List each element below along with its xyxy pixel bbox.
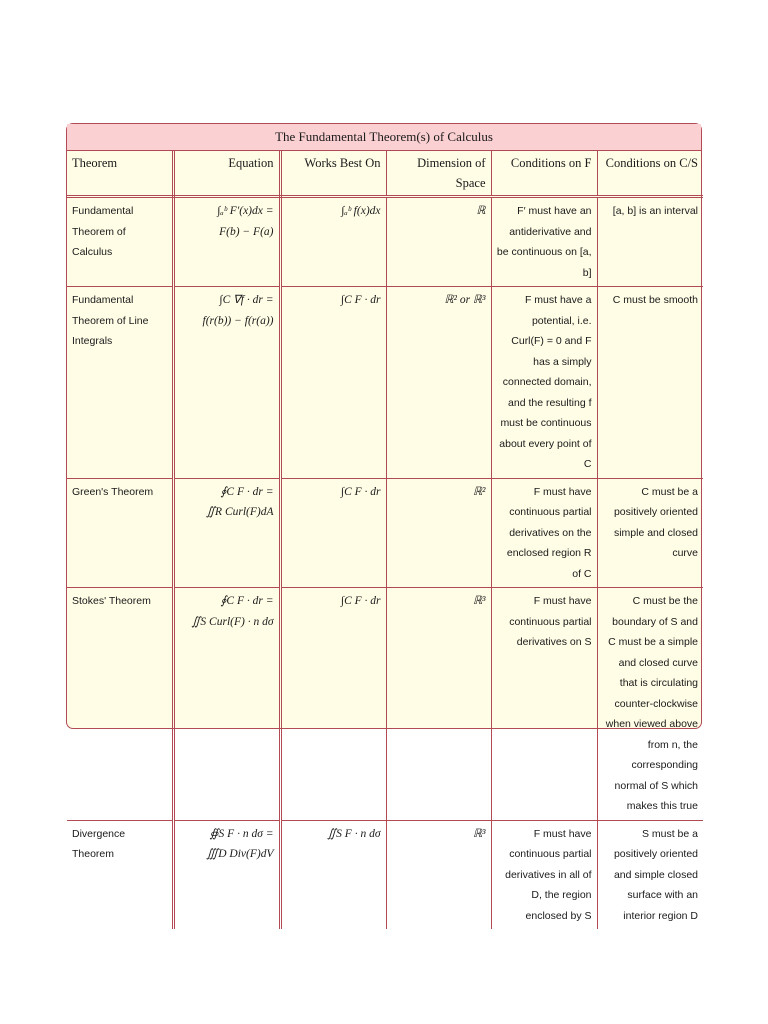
equation-line-1: ∫ₐᵇ F′(x)dx = bbox=[217, 205, 274, 217]
cell-equation bbox=[173, 588, 280, 821]
equation-line-2: ∭D Div(F)dV bbox=[206, 848, 274, 860]
table-row bbox=[67, 478, 703, 588]
table-row bbox=[67, 588, 703, 821]
cell-theorem: Fundamental Theorem of Calculus bbox=[67, 197, 173, 287]
table-row bbox=[67, 197, 703, 287]
cell-conditions-f: F must have a potential, i.e. Curl(F) = 0 and F has a simply connected domain, and the resulting f must be continuous about every point of C bbox=[491, 287, 597, 479]
cell-works-best-on: ∫ₐᵇ f(x)dx bbox=[280, 197, 386, 287]
cell-dimension: ℝ² or ℝ³ bbox=[386, 287, 491, 479]
cell-works-best-on: ∫C F · dr bbox=[280, 588, 386, 821]
cell-dimension: ℝ³ bbox=[386, 820, 491, 929]
table-title: The Fundamental Theorem(s) of Calculus bbox=[67, 124, 701, 151]
equation-line-2: F(b) − F(a) bbox=[219, 225, 274, 238]
table-row bbox=[67, 820, 703, 929]
cell-dimension: ℝ bbox=[386, 197, 491, 287]
header-conditions-f: Conditions on F bbox=[491, 151, 597, 197]
cell-theorem: Fundamental Theorem of Line Integrals bbox=[67, 287, 173, 479]
cell-conditions-f: F must have continuous partial derivatives in all of D, the region enclosed by S bbox=[491, 820, 597, 929]
cell-dimension: ℝ² bbox=[386, 478, 491, 588]
cell-conditions-cs: C must be smooth bbox=[597, 287, 703, 479]
cell-conditions-cs: S must be a positively oriented and simple closed surface with an interior region D bbox=[613, 827, 698, 922]
theorems-grid bbox=[67, 151, 703, 929]
equation-line-2: f(r(b)) − f(r(a)) bbox=[202, 314, 274, 327]
cell-conditions-cs: C must be a positively oriented simple and closed curve bbox=[597, 478, 703, 588]
equation-line-1: ∮C F · dr = bbox=[220, 595, 274, 607]
cell-conditions-cs: [a, b] is an interval bbox=[597, 197, 703, 287]
header-row bbox=[67, 151, 703, 197]
cell-equation bbox=[173, 287, 280, 479]
equation-line-1: ∫C ∇f · dr = bbox=[219, 294, 274, 306]
header-works-best-on: Works Best On bbox=[280, 151, 386, 197]
cell-conditions-f: F must have continuous partial derivatives on the enclosed region R of C bbox=[491, 478, 597, 588]
equation-line-1: ∮C F · dr = bbox=[220, 485, 274, 498]
cell-works-best-on: ∬S F · n dσ bbox=[280, 820, 386, 929]
header-equation: Equation bbox=[173, 151, 280, 197]
cell-dimension: ℝ³ bbox=[386, 588, 491, 821]
cell-conditions-f: F must have continuous partial derivatives on S bbox=[491, 588, 597, 821]
cell-equation bbox=[173, 820, 280, 929]
cell-theorem: Stokes' Theorem bbox=[67, 588, 173, 821]
cell-works-best-on: ∫C F · dr bbox=[280, 478, 386, 588]
table-row bbox=[67, 287, 703, 479]
equation-line-2: ∬R Curl(F)dA bbox=[205, 506, 274, 518]
cell-conditions-f: F′ must have an antiderivative and be continuous on [a, b] bbox=[491, 197, 597, 287]
cell-conditions-cs: C must be the boundary of S and C must be a simple and closed curve that is circulating counter-clockwise when viewed above from n, the corresponding normal of S which makes this true bbox=[597, 588, 703, 821]
cell-equation bbox=[173, 478, 280, 588]
cell-equation bbox=[173, 197, 280, 287]
theorems-table bbox=[66, 123, 702, 922]
equation-line-1: ∯S F · n dσ = bbox=[209, 827, 274, 840]
equation-line-2: ∬S Curl(F) · n dσ bbox=[191, 615, 274, 628]
cell-theorem: Green's Theorem bbox=[67, 478, 173, 588]
header-dimension: Dimension of Space bbox=[386, 151, 491, 197]
cell-theorem: Divergence Theorem bbox=[67, 820, 173, 929]
header-conditions-cs: Conditions on C/S bbox=[597, 151, 703, 197]
cell-works-best-on: ∫C F · dr bbox=[280, 287, 386, 479]
header-theorem: Theorem bbox=[67, 151, 173, 197]
